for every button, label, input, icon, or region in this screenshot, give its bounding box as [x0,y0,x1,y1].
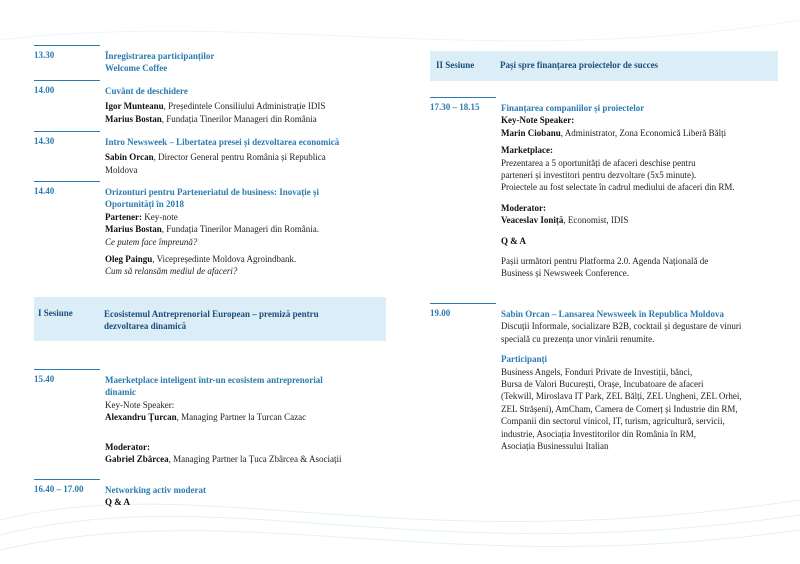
speaker-role: , Vicepreședinte Moldova Agroindbank. [152,254,297,265]
moderator-name: Veaceslav Ioniță [501,215,564,226]
divider-rule [34,80,100,81]
time-1900: 19.00 [430,308,451,318]
moderator-label: Moderator: [105,441,150,452]
moderator-role: , Economist, IDIS [563,215,629,226]
item-title: Finanțarea companiilor și proiectelor [501,103,645,113]
speaker-role: , Președintele Consiliului Administrație IDIS [163,101,326,112]
speaker-role: , Managing Partner la Turcan Cazac [176,412,307,423]
item-title-cont: Oportunități în 2018 [105,199,185,210]
agenda-item-opening [105,85,325,125]
participants-text: ZEL Strășeni), AmCham, Camera de Comerț și Industrie din RM, [501,403,738,414]
partner-label: Partener: [105,211,142,222]
item-title: Înregistrarea participanților [105,51,215,61]
session-2-bar [430,51,778,81]
partner-value: Key-note [141,211,178,222]
speaker-name: Sabin Orcan [105,152,154,163]
question-text: Ce putem face împreună? [105,236,198,247]
speaker-name: Marius Bostan [105,113,162,124]
session-title-line: dezvoltarea dinamică [104,321,187,332]
speaker-role: , Fundația Tinerilor Manageri din România [161,113,317,124]
item-title: Cuvânt de deschidere [105,86,188,96]
question-text: Cum să relansăm mediul de afaceri? [105,266,238,277]
item-title: Networking activ moderat [105,485,206,495]
moderator-name: Gabriel Zbârcea [105,454,169,465]
session-label: I Sesiune [38,308,73,318]
item-title-cont: dinamic [105,387,137,398]
marketplace-text: Proiectele au fost selectate în cadrul mediului de afaceri din RM. [501,182,735,193]
divider-rule [430,97,496,98]
speaker-role: , Administrator, Zona Economică Liberă Bălți [560,127,727,138]
description-text: specială cu prezența unor vinării renumite. [501,333,655,344]
agenda-item-networking [105,484,206,509]
speaker-role: , Fundația Tinerilor Manageri din România. [161,224,319,235]
speaker-label: Key-Note Speaker: [105,399,175,410]
speaker-name: Igor Munteanu [105,101,164,112]
moderator-label: Moderator: [501,202,546,213]
item-title: Maerketplace inteligent într-un ecosistem antreprenorial [105,375,323,385]
time-1430: 14.30 [34,136,55,146]
marketplace-text: Prezentarea a 5 oportunități de afaceri deschise pentru [501,157,696,168]
divider-rule [34,131,100,132]
description-text: Discuții Informale, socializare B2B, cocktail și degustare de vinuri [501,321,742,332]
session-1-bar [34,297,386,341]
time-1440: 14.40 [34,186,55,196]
participants-text: Asociația Businessului Italian [501,441,609,452]
agenda-item-launch [501,308,742,452]
divider-rule [34,181,100,182]
session-title [104,308,319,333]
moderator-role: , Managing Partner la Țuca Zbârcea & Asociații [168,454,342,465]
agenda-item-marketplace [105,374,342,465]
qa-label: Q & A [105,497,131,508]
divider-rule [34,479,100,480]
item-title: Intro Newsweek – Libertatea presei și dezvoltarea economică [105,137,340,147]
divider-rule [430,303,496,304]
speaker-name: Alexandru Țurcan [105,412,177,423]
session-label: II Sesiune [436,60,475,70]
agenda-item-newsweek-intro [105,136,339,176]
session-title: Pași spre finanțarea proiectelor de succes [500,60,659,70]
next-steps-text: Business și Newsweek Conference. [501,268,629,279]
time-1640: 16.40 – 17.00 [34,484,84,494]
agenda-item-financing [501,102,735,280]
participants-text: Bursa de Valori București, Orașe, Incubatoare de afaceri [501,379,704,390]
speaker-label: Key-Note Speaker: [501,115,575,126]
item-title: Sabin Orcan – Lansarea Newsweek în Republica Moldova [501,309,724,319]
session-title-line: Ecosistemul Antreprenorial European – premiză pentru [104,309,319,319]
divider-rule [34,45,100,46]
marketplace-text: parteneri și investitori pentru dezvoltare (5x5 minute). [501,170,697,181]
next-steps-text: Pașii următori pentru Platforma 2.0. Agenda Națională de [501,256,709,267]
time-1330: 13.30 [34,50,55,60]
participants-heading: Participanți [501,354,547,365]
speaker-role: , Director General pentru România și Republica [153,152,326,163]
divider-rule [34,369,100,370]
speaker-name: Oleg Paingu [105,254,153,265]
marketplace-label: Marketplace: [501,145,553,156]
item-subtitle: Welcome Coffee [105,63,168,74]
time-1730: 17.30 – 18.15 [430,102,480,112]
item-title: Orizonturi pentru Parteneriatul de business: Inovație și [105,187,319,197]
participants-text: (Tekwill, Miroslava IT Park, ZEL Bălți, ZEL Ungheni, ZEL Orhei, [501,391,742,402]
speaker-name: Marius Bostan [105,224,162,235]
qa-label: Q & A [501,235,527,246]
participants-text: Companii din sectorul vinicol, IT, turism, agricultură, servicii, [501,416,725,427]
speaker-name: Marin Ciobanu [501,127,561,138]
agenda-item-partnership [105,186,319,278]
time-1400: 14.00 [34,85,55,95]
speaker-role-cont: Moldova [105,164,138,175]
time-1540: 15.40 [34,374,55,384]
participants-text: industrie, Asociația Investitorilor din România în RM, [501,428,696,439]
participants-text: Business Angels, Fonduri Private de Investiții, bănci, [501,366,693,377]
agenda-item-registration [105,50,214,75]
